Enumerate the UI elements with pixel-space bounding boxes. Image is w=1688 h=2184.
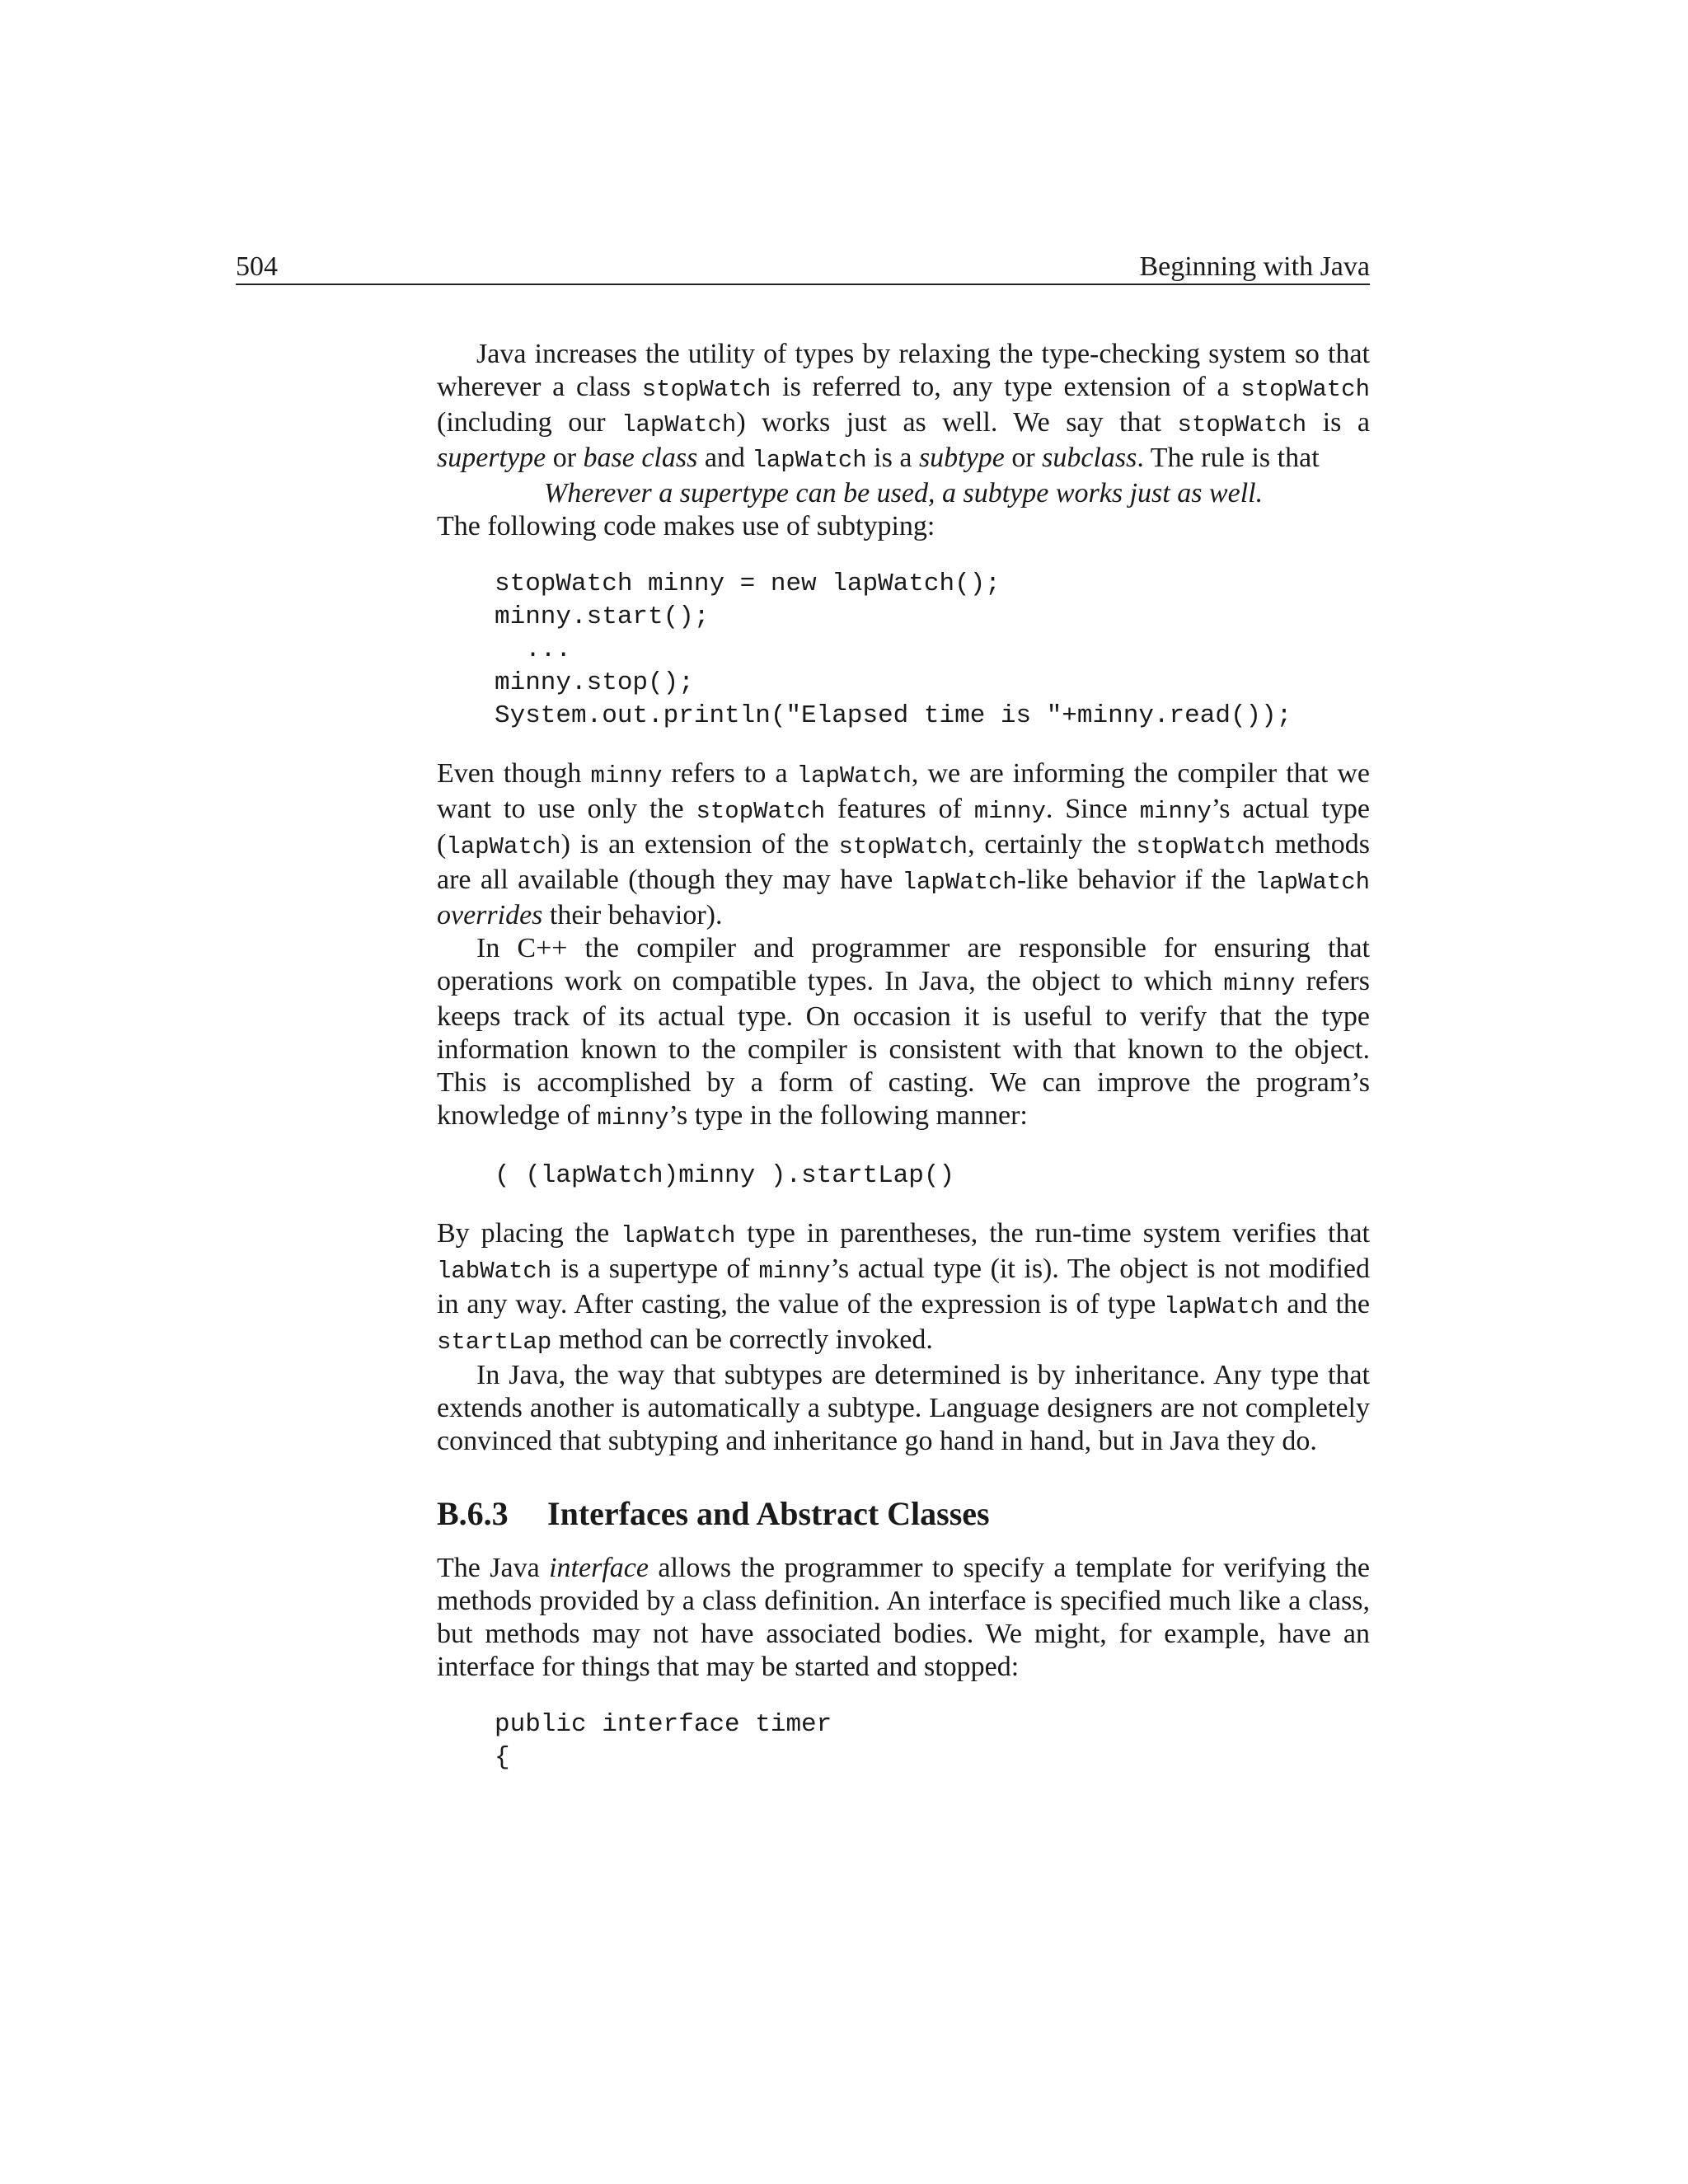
code-term: stopWatch xyxy=(1240,376,1370,403)
code-term: stopWatch xyxy=(838,833,968,860)
code-term: lapWatch xyxy=(1254,869,1371,896)
page-number: 504 xyxy=(236,251,278,282)
paragraph-minny-explanation xyxy=(437,757,1370,932)
code-term: lapWatch xyxy=(621,1222,736,1249)
text-run: ) is an extension of the xyxy=(560,829,839,860)
text-run: Java increases the utility of types by relaxing the type-checking system so that wherever a class xyxy=(437,339,1370,402)
paragraph-subtyping-intro xyxy=(437,338,1370,477)
code-term: stopWatch xyxy=(641,376,771,403)
code-term: lapWatch xyxy=(621,411,737,438)
section-title: Interfaces and Abstract Classes xyxy=(547,1495,990,1532)
code-block-cast xyxy=(495,1160,1370,1193)
text-run: -like behavior if the xyxy=(1016,865,1255,895)
text-run: and the xyxy=(1278,1289,1370,1319)
code-block-subtyping xyxy=(495,568,1370,733)
code-line: ( (lapWatch)minny ).startLap() xyxy=(495,1161,955,1190)
code-line: ... xyxy=(495,635,572,664)
text-run: , we are informing the compiler that we want to use only the xyxy=(437,758,1371,824)
code-term: stopWatch xyxy=(1136,833,1265,860)
code-line: { xyxy=(495,1743,510,1772)
subtype-rule: Wherever a supertype can be used, a subtype works just as well. xyxy=(543,478,1264,509)
text-run: method can be correctly invoked. xyxy=(551,1324,933,1355)
text-run: type in parentheses, the run-time system verifies that xyxy=(735,1218,1370,1249)
text-run: is a supertype of xyxy=(551,1254,759,1284)
emphasis-term: supertype xyxy=(437,443,546,473)
text-run: refers to a xyxy=(662,758,797,789)
code-term: minny xyxy=(758,1258,831,1285)
emphasis-term: overrides xyxy=(437,900,543,930)
text-run: or xyxy=(1004,443,1043,473)
text-run: , certainly the xyxy=(968,829,1137,860)
paragraph-casting xyxy=(437,932,1370,1135)
paragraph-code-lead: The following code makes use of subtyping: xyxy=(437,511,935,541)
section-heading xyxy=(437,1494,1370,1534)
text-run: . The rule is that xyxy=(1137,443,1320,473)
body-text xyxy=(437,338,1370,1799)
code-term: lapWatch xyxy=(1164,1293,1279,1320)
code-block-interface xyxy=(495,1708,1370,1774)
code-term: startLap xyxy=(437,1329,552,1356)
code-term: minny xyxy=(973,798,1046,825)
text-run: By placing the xyxy=(437,1218,621,1249)
text-run: their behavior). xyxy=(542,900,723,930)
text-run: refers keeps track of its actual type. On occasion it is useful to verify that the type information known to the compiler is consistent with that known to the object. This is accomplished by a form of casting. We can improve the program’s knowledge of xyxy=(437,966,1370,1131)
text-run: features of xyxy=(825,794,974,824)
code-line: minny.start(); xyxy=(495,602,710,631)
text-run: methods are all available (though they may have xyxy=(437,829,1370,895)
code-line: minny.stop(); xyxy=(495,668,694,697)
code-term: labWatch xyxy=(437,1258,552,1285)
text-run: Even though xyxy=(437,758,591,789)
text-run: allows the programmer to specify a template for verifying the methods provided by a class definition. An interface is specified much like a class, but methods may not have associated bodies. We might, for example, have an interface for things that may be started and stopped: xyxy=(437,1553,1371,1682)
code-term: stopWatch xyxy=(1177,411,1307,438)
running-header xyxy=(236,251,1370,285)
text-run: and xyxy=(697,443,753,473)
text-run: In C++ the compiler and programmer are responsible for ensuring that operations work on compatible types. In Java, the object to which xyxy=(437,933,1370,996)
code-term: lapWatch xyxy=(752,447,867,474)
text-run: or xyxy=(546,443,584,473)
code-line: public interface timer xyxy=(495,1710,832,1739)
code-term: minny xyxy=(597,1104,669,1132)
code-term: lapWatch xyxy=(446,833,561,860)
code-term: minny xyxy=(1223,970,1296,997)
paragraph-inheritance: In Java, the way that subtypes are determined is by inheritance. Any type that extends another is automatically a subtype. Language designers are not completely convinced that subtyping and inheritance go hand in hand, but in Java they do. xyxy=(437,1360,1370,1456)
code-term: lapWatch xyxy=(902,869,1017,896)
emphasis-term: subtype xyxy=(918,443,1005,473)
code-term: minny xyxy=(1139,798,1212,825)
section-number: B.6.3 xyxy=(437,1495,509,1532)
text-run: ) works just as well. We say that xyxy=(736,407,1178,438)
code-line: stopWatch minny = new lapWatch(); xyxy=(495,569,1001,598)
text-run: The Java xyxy=(437,1553,550,1583)
text-run: is referred to, any type extension of a xyxy=(771,372,1241,402)
text-run: is a xyxy=(866,443,919,473)
code-line: System.out.println("Elapsed time is "+minny.read()); xyxy=(495,701,1292,730)
emphasis-term: subclass xyxy=(1042,443,1137,473)
emphasis-term: interface xyxy=(549,1553,649,1583)
text-run: ’s type in the following manner: xyxy=(668,1100,1028,1131)
text-run: . Since xyxy=(1045,794,1140,824)
text-run: is a xyxy=(1306,407,1370,438)
emphasis-term: base class xyxy=(583,443,698,473)
code-term: stopWatch xyxy=(696,798,826,825)
text-run: ’s actual type ( xyxy=(437,794,1370,860)
text-run: ’s actual type (it is). The object is not modified in any way. After casting, the value of the expression is of type xyxy=(437,1254,1370,1319)
paragraph-cast-explanation xyxy=(437,1217,1370,1359)
running-title: Beginning with Java xyxy=(1139,251,1370,282)
code-term: lapWatch xyxy=(796,762,912,790)
text-run: (including our xyxy=(437,407,622,438)
paragraph-interface-intro xyxy=(437,1552,1370,1684)
code-term: minny xyxy=(590,762,663,790)
